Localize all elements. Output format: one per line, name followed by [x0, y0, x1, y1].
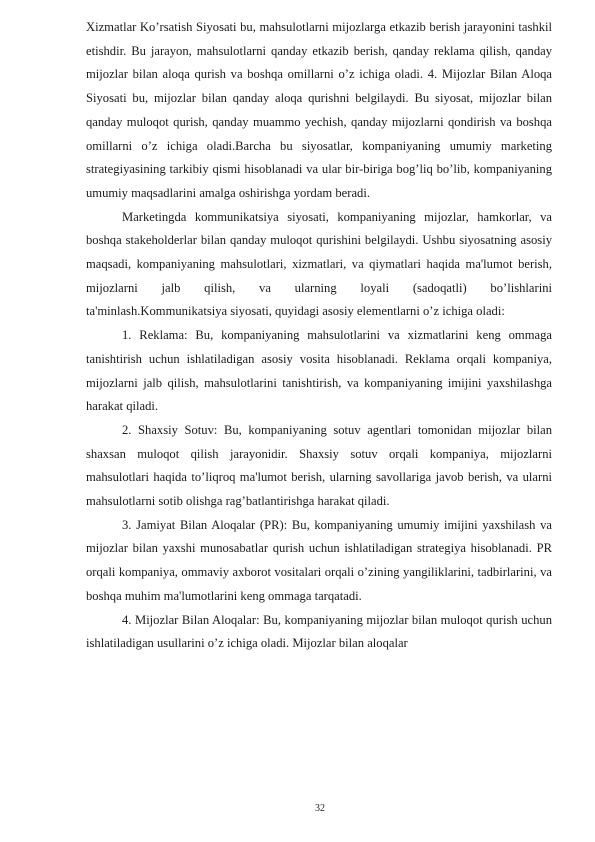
document-page	[86, 16, 552, 656]
paragraph-public-relations: 3. Jamiyat Bilan Aloqalar (PR): Bu, kompaniyaning umumiy imijini yaxshilash va mijozlar bilan yaxshi munosabatlar qurish uchun ishlatiladigan strategiya hisoblanadi. PR orqali kompaniya, ommaviy axborot vositalari orqali o’zining yangiliklarini, tadbirlarini, va boshqa muhim ma'lumotlarini keng ommaga tarqatadi.	[86, 517, 552, 603]
paragraph-advertising: 1. Reklama: Bu, kompaniyaning mahsulotlarini va xizmatlarini keng ommaga tanishtirish uchun ishlatiladigan asosiy vosita hisoblanadi. Reklama orqali kompaniya, mijozlarni jalb qilish, mahsulotlarini tanishtirish, va kompaniyaning imijini yaxshilashga harakat qiladi.	[86, 328, 552, 414]
paragraph-communication-policy: Marketingda kommunikatsiya siyosati, kompaniyaning mijozlar, hamkorlar, va boshqa stakeholderlar bilan qanday muloqot qurishini belgilaydi. Ushbu siyosatning asosiy maqsadi, kompaniyaning mahsulotlari, xizmatlari, va qiymatlari haqida ma'lumot berish, mijozlarni jalb qilish, va ularning loyali (sadoqatli) bo’lishlarini ta'minlash.Kommunikatsiya siyosati, quyidagi asosiy elementlarni o’z ichiga oladi:	[86, 209, 552, 319]
paragraph-personal-selling: 2. Shaxsiy Sotuv: Bu, kompaniyaning sotuv agentlari tomonidan mijozlar bilan shaxsan muloqot qilish jarayonidir. Shaxsiy sotuv orqali kompaniya, mijozlarni mahsulotlari haqida to’liqroq ma'lumot berish, ularning savollariga javob berish, va ularni mahsulotlarni sotib olishga rag’batlantirishga harakat qiladi.	[86, 422, 552, 509]
paragraph-service-policy: Xizmatlar Ko’rsatish Siyosati bu, mahsulotlarni mijozlarga etkazib berish jarayonini tashkil etishdir. Bu jarayon, mahsulotlarni qanday etkazib berish, qanday reklama qilish, qanday mijozlar bilan aloqa qurish va boshqa omillarni o’z ichiga oladi. 4. Mijozlar Bilan Aloqa Siyosati bu, mijozlar bilan qanday aloqa qurishni belgilaydi. Bu siyosat, mijozlar bilan qanday muloqot qurish, qanday muammo yechish, qanday mijozlarni qondirish va boshqa omillarni o’z ichiga oladi.Barcha bu siyosatlar, kompaniyaning umumiy marketing strategiyasining tarkibiy qismi hisoblanadi va ular bir-biriga bog’liq bo’lib, kompaniyaning umumiy maqsadlarini amalga oshirishga yordam beradi.	[86, 20, 552, 200]
paragraph-customer-relations: 4. Mijozlar Bilan Aloqalar: Bu, kompaniyaning mijozlar bilan muloqot qurish uchun ishlatiladigan usullarini o’z ichiga oladi. Mijozlar bilan aloqalar	[86, 612, 552, 651]
page-number: 32	[315, 803, 325, 814]
